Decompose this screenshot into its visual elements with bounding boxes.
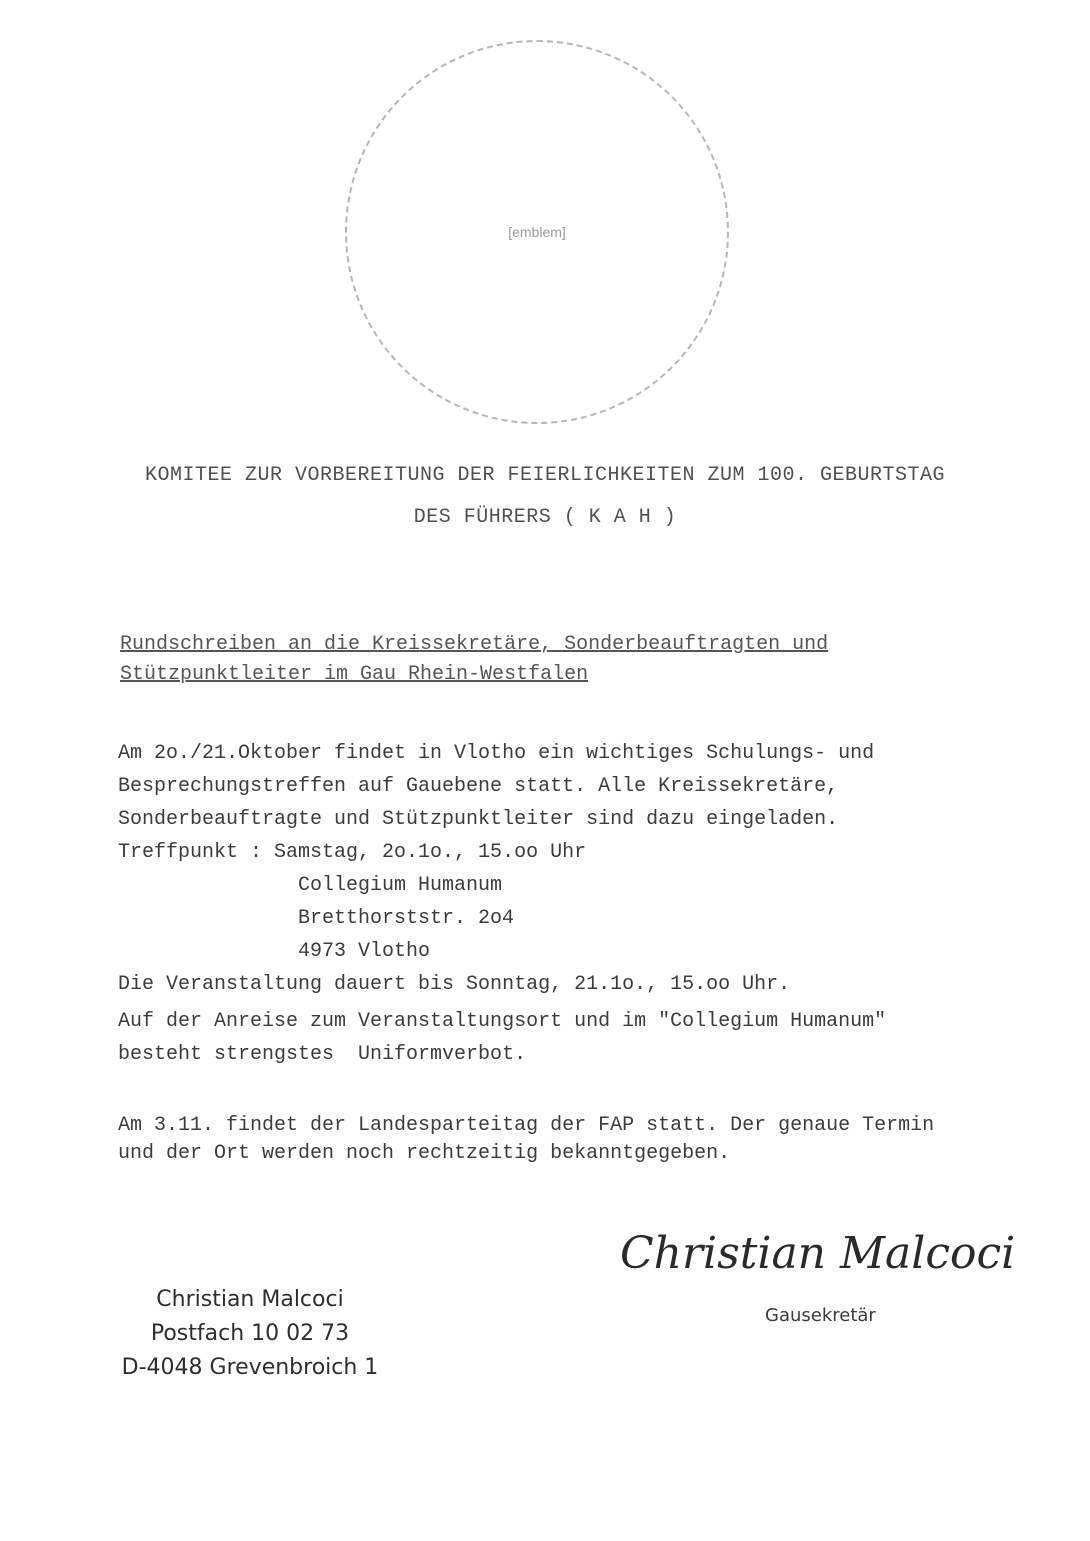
body-line: Auf der Anreise zum Veranstaltungsort und im "Collegium Humanum" <box>118 1010 887 1033</box>
emblem-placeholder <box>345 40 729 424</box>
sender-name: Christian Malcoci <box>156 1287 344 1312</box>
body-line: Treffpunkt : Samstag, 2o.1o., 15.oo Uhr <box>118 841 587 864</box>
address-line: 4973 Vlotho <box>298 940 431 963</box>
body-line: besteht strengstes Uniformverbot. <box>118 1043 527 1066</box>
body-line: Sonderbeauftragte und Stützpunktleiter sind dazu eingeladen. <box>118 808 839 831</box>
sender-postbox: Postfach 10 02 73 <box>150 1321 350 1346</box>
handwritten-signature: Christian Malcoci <box>620 1228 1016 1279</box>
body-line: Besprechungstreffen auf Gauebene statt. Alle Kreissekretäre, <box>118 775 839 798</box>
body-line: Die Veranstaltung dauert bis Sonntag, 21.1o., 15.oo Uhr. <box>118 973 791 996</box>
body-line: Am 3.11. findet der Landesparteitag der FAP statt. Der genaue Termin <box>118 1114 935 1137</box>
sender-city: D-4048 Grevenbroich 1 <box>121 1355 379 1380</box>
body-line: und der Ort werden noch rechtzeitig bekanntgegeben. <box>118 1142 731 1165</box>
body-line: Am 2o./21.Oktober findet in Vlotho ein wichtiges Schulungs- und <box>118 742 875 765</box>
header-title-line-2: DES FÜHRERS ( K A H ) <box>413 506 677 529</box>
sender-address-block <box>105 1283 395 1385</box>
address-line: Collegium Humanum <box>298 874 503 897</box>
address-line: Bretthorststr. 2o4 <box>298 907 515 930</box>
subject-line-1: Rundschreiben an die Kreissekretäre, Sonderbeauftragten und <box>120 633 829 656</box>
signatory-role: Gausekretär <box>765 1305 876 1326</box>
subject-line-2: Stützpunktleiter im Gau Rhein-Westfalen <box>120 663 589 686</box>
header-title-line-1: KOMITEE ZUR VORBEREITUNG DER FEIERLICHKEITEN ZUM 100. GEBURTSTAG <box>144 464 946 487</box>
emblem-placeholder-label: [emblem] <box>508 224 566 240</box>
